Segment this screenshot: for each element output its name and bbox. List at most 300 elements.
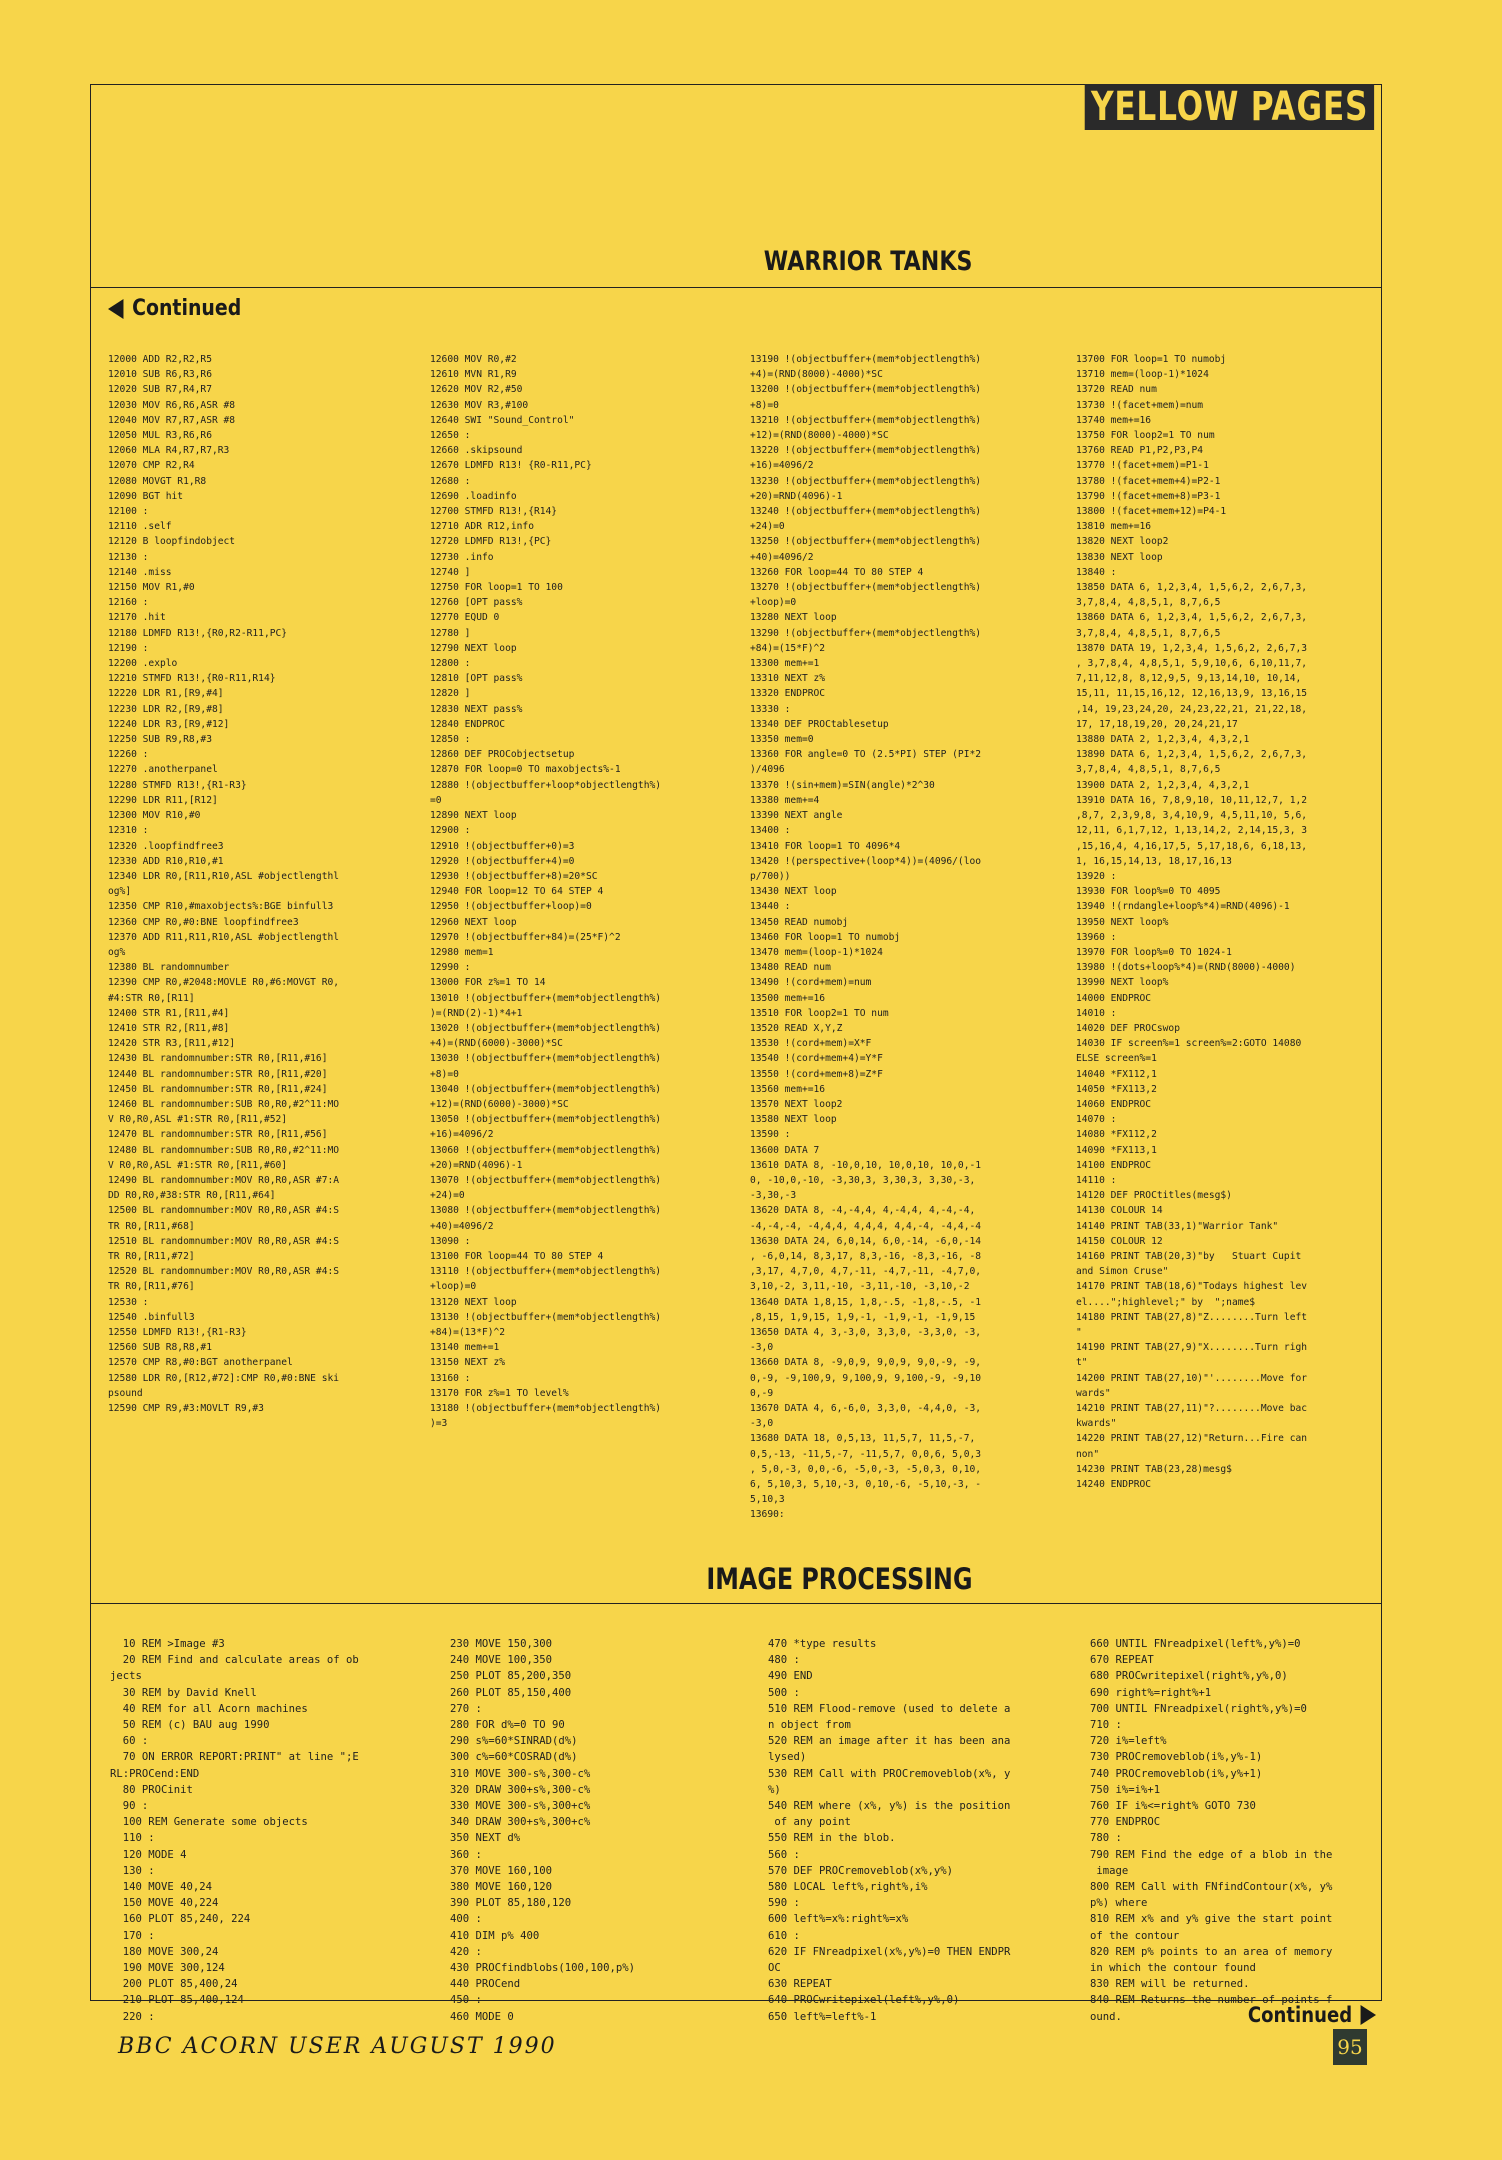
code-line: 490 END	[768, 1670, 813, 1683]
code-line: 13340 DEF PROCtablesetup	[750, 718, 889, 730]
code-line: 190 MOVE 300,124	[110, 1962, 225, 1975]
code-line: 13730 !(facet+mem)=num	[1076, 399, 1204, 411]
magazine-footer: BBC ACORN USER AUGUST 1990	[118, 2034, 557, 2059]
image-processing-title: IMAGE PROCESSING	[705, 1562, 972, 1596]
code-line: 13400 :	[750, 825, 791, 837]
code-line: 7,11,12,8, 8,12,9,5, 9,13,14,10, 10,14,	[1076, 673, 1302, 685]
code-line: 12360 CMP R0,#0:BNE loopfindfree3	[108, 916, 299, 928]
code-line: 520 REM an image after it has been ana	[768, 1735, 1011, 1748]
code-line: 13170 FOR z%=1 TO level%	[430, 1387, 569, 1399]
code-line: 310 MOVE 300-s%,300-c%	[450, 1767, 591, 1780]
code-line: 13430 NEXT loop	[750, 886, 837, 898]
code-line: 820 REM p% points to an area of memory	[1090, 1945, 1333, 1958]
code-line: 260 PLOT 85,150,400	[450, 1686, 572, 1699]
code-line: 13420 !(perspective+(loop*4))=(4096/(loo	[750, 855, 982, 867]
code-line: 650 left%=left%-1	[768, 2010, 877, 2023]
code-line: 320 DRAW 300+s%,300-c%	[450, 1783, 591, 1796]
code-line: 13720 READ num	[1076, 384, 1157, 396]
code-line: 12440 BL randomnumber:STR R0,[R11,#20]	[108, 1068, 328, 1080]
code-line: +16)=4096/2	[430, 1129, 494, 1141]
continued-top	[108, 296, 241, 321]
code-line: 3,7,8,4, 4,8,5,1, 8,7,6,5	[1076, 627, 1221, 639]
code-line: 12170 .hit	[108, 612, 166, 624]
code-line: 13910 DATA 16, 7,8,9,10, 10,11,12,7, 1,2	[1076, 794, 1308, 806]
code-line: 14180 PRINT TAB(27,8)"Z........Turn left	[1076, 1311, 1308, 1323]
code-line: 12790 NEXT loop	[430, 642, 517, 654]
code-line: 840 REM Returns the number of points f	[1090, 1994, 1333, 2007]
code-line: 15,11, 11,15,16,12, 12,16,13,9, 13,16,15	[1076, 688, 1308, 700]
code-line: 6, 5,10,3, 5,10,-3, 0,10,-6, -5,10,-3, -	[750, 1479, 982, 1491]
code-line: 160 PLOT 85,240, 224	[110, 1913, 251, 1926]
code-line: 12560 SUB R8,R8,#1	[108, 1342, 212, 1354]
warrior-tanks-code-col-3	[750, 352, 1080, 1523]
code-line: 12770 EQUD 0	[430, 612, 500, 624]
code-line: 13590 :	[750, 1129, 791, 1141]
code-line: 13270 !(objectbuffer+(mem*objectlength%)	[750, 582, 982, 594]
code-line: , 3,7,8,4, 4,8,5,1, 5,9,10,6, 6,10,11,7,	[1076, 658, 1308, 670]
code-line: 13160 :	[430, 1372, 471, 1384]
code-line: 12530 :	[108, 1296, 149, 1308]
code-line: 12410 STR R2,[R11,#8]	[108, 1022, 230, 1034]
code-line: 12270 .anotherpanel	[108, 764, 218, 776]
code-line: 470 *type results	[768, 1638, 877, 1650]
code-line: +24)=0	[430, 1190, 465, 1202]
code-line: 210 PLOT 85,400,124	[110, 1994, 244, 2007]
code-line: 750 i%=i%+1	[1090, 1783, 1161, 1796]
code-line: 12420 STR R3,[R11,#12]	[108, 1038, 236, 1050]
code-line: 14070 :	[1076, 1114, 1117, 1126]
code-line: 12330 ADD R10,R10,#1	[108, 855, 224, 867]
code-line: 14150 COLOUR 12	[1076, 1235, 1163, 1247]
code-line: 640 PROCwritepixel(left%,y%,0)	[768, 1994, 960, 2007]
code-line: 12580 LDR R0,[R12,#72]:CMP R0,#0:BNE ski	[108, 1372, 340, 1384]
code-line: 13240 !(objectbuffer+(mem*objectlength%)	[750, 506, 982, 518]
code-line: 12350 CMP R10,#maxobjects%:BGE binfull3	[108, 901, 334, 913]
code-line: 370 MOVE 160,100	[450, 1864, 553, 1877]
code-line: 13010 !(objectbuffer+(mem*objectlength%)	[430, 992, 662, 1004]
code-line: 300 c%=60*COSRAD(d%)	[450, 1751, 578, 1764]
code-line: 13980 !(dots+loop%*4)=(RND(8000)-4000)	[1076, 962, 1296, 974]
code-line: 12730 .info	[430, 551, 494, 563]
code-line: 12670 LDMFD R13! {R0-R11,PC}	[430, 460, 592, 472]
code-line: 14080 *FX112,2	[1076, 1129, 1157, 1141]
code-line: el....";highlevel;" by ";name$	[1076, 1296, 1256, 1308]
code-line: -3,30,-3	[750, 1190, 797, 1202]
code-line: 12620 MOV R2,#50	[430, 384, 523, 396]
code-line: 110 :	[110, 1832, 155, 1845]
code-line: 12230 LDR R2,[R9,#8]	[108, 703, 224, 715]
code-line: 510 REM Flood-remove (used to delete a	[768, 1702, 1011, 1715]
header-band	[90, 84, 1382, 288]
code-line: 12110 .self	[108, 521, 172, 533]
code-line: p/700))	[750, 870, 791, 882]
code-line: DD R0,R0,#38:STR R0,[R11,#64]	[108, 1190, 276, 1202]
code-line: 12120 B loopfindobject	[108, 536, 236, 548]
code-line: 690 right%=right%+1	[1090, 1686, 1212, 1699]
code-line: 12300 MOV R10,#0	[108, 810, 201, 822]
code-line: -3,0	[750, 1342, 774, 1354]
code-line: 14230 PRINT TAB(23,28)mesg$	[1076, 1463, 1232, 1475]
code-line: 380 MOVE 160,120	[450, 1881, 553, 1894]
code-line: 12760 [OPT pass%	[430, 597, 523, 609]
code-line: 13060 !(objectbuffer+(mem*objectlength%)	[430, 1144, 662, 1156]
code-line: 14160 PRINT TAB(20,3)"by Stuart Cupit	[1076, 1250, 1302, 1262]
code-line: 12900 :	[430, 825, 471, 837]
code-line: 12490 BL randomnumber:MOV R0,R0,ASR #7:A	[108, 1174, 340, 1186]
code-line: 400 :	[450, 1913, 482, 1926]
code-line: 12080 MOVGT R1,R8	[108, 475, 207, 487]
code-line: 550 REM in the blob.	[768, 1832, 896, 1845]
code-line: 13640 DATA 1,8,15, 1,8,-.5, -1,8,-.5, -1	[750, 1296, 982, 1308]
code-line: 13380 mem+=4	[750, 794, 820, 806]
code-line: 13230 !(objectbuffer+(mem*objectlength%)	[750, 475, 982, 487]
code-line: 12500 BL randomnumber:MOV R0,R0,ASR #4:S	[108, 1205, 340, 1217]
code-line: 12020 SUB R7,R4,R7	[108, 384, 212, 396]
code-line: 12460 BL randomnumber:SUB R0,R0,#2^11:MO	[108, 1098, 340, 1110]
code-line: 280 FOR d%=0 TO 90	[450, 1719, 565, 1732]
code-line: 630 REPEAT	[768, 1978, 832, 1991]
code-line: 12510 BL randomnumber:MOV R0,R0,ASR #4:S	[108, 1235, 340, 1247]
code-line: 12710 ADR R12,info	[430, 521, 534, 533]
code-line: 13070 !(objectbuffer+(mem*objectlength%)	[430, 1174, 662, 1186]
code-line: 12630 MOV R3,#100	[430, 399, 529, 411]
code-line: 13110 !(objectbuffer+(mem*objectlength%)	[430, 1266, 662, 1278]
code-line: 13580 NEXT loop	[750, 1114, 837, 1126]
code-line: 13030 !(objectbuffer+(mem*objectlength%)	[430, 1053, 662, 1065]
code-line: 13260 FOR loop=44 TO 80 STEP 4	[750, 566, 924, 578]
code-line: 660 UNTIL FNreadpixel(left%,y%)=0	[1090, 1638, 1301, 1650]
code-line: 13670 DATA 4, 6,-6,0, 3,3,0, -4,4,0, -3,	[750, 1403, 982, 1415]
code-line: n object from	[768, 1719, 851, 1732]
code-line: 13990 NEXT loop%	[1076, 977, 1169, 989]
code-line: 14060 ENDPROC	[1076, 1098, 1152, 1110]
code-line: TR R0,[R11,#68]	[108, 1220, 195, 1232]
code-line: +loop)=0	[430, 1281, 477, 1293]
section-divider	[90, 1603, 1382, 1604]
code-line: ELSE screen%=1	[1076, 1053, 1157, 1065]
code-line: 12970 !(objectbuffer+84)=(25*F)^2	[430, 931, 621, 943]
code-line: +8)=0	[750, 399, 779, 411]
warrior-tanks-code-col-4	[1076, 352, 1376, 1492]
code-line: +40)=4096/2	[430, 1220, 494, 1232]
code-line: +84)=(15*F)^2	[750, 642, 826, 654]
code-line: 13860 DATA 6, 1,2,3,4, 1,5,6,2, 2,6,7,3,	[1076, 612, 1308, 624]
code-line: 12660 .skipsound	[430, 445, 523, 457]
code-line: 12400 STR R1,[R11,#4]	[108, 1007, 230, 1019]
code-line: 13410 FOR loop=1 TO 4096*4	[750, 840, 901, 852]
code-line: 12380 BL randomnumber	[108, 962, 230, 974]
code-line: 13790 !(facet+mem+8)=P3-1	[1076, 490, 1221, 502]
code-line: 12750 FOR loop=1 TO 100	[430, 582, 563, 594]
code-line: of any point	[768, 1816, 851, 1829]
code-line: TR R0,[R11,#72]	[108, 1250, 195, 1262]
code-line: 14050 *FX113,2	[1076, 1083, 1157, 1095]
code-line: +4)=(RND(6000)-3000)*SC	[430, 1038, 563, 1050]
code-line: 3,7,8,4, 4,8,5,1, 8,7,6,5	[1076, 764, 1221, 776]
code-line: +16)=4096/2	[750, 460, 814, 472]
code-line: 13540 !(cord+mem+4)=Y*F	[750, 1053, 883, 1065]
code-line: image	[1090, 1864, 1129, 1877]
code-line: 13280 NEXT loop	[750, 612, 837, 624]
code-line: 270 :	[450, 1702, 482, 1715]
code-line: 13040 !(objectbuffer+(mem*objectlength%)	[430, 1083, 662, 1095]
code-line: +4)=(RND(8000)-4000)*SC	[750, 369, 883, 381]
code-line: V R0,R0,ASL #1:STR R0,[R11,#60]	[108, 1159, 288, 1171]
code-line: 13800 !(facet+mem+12)=P4-1	[1076, 506, 1227, 518]
code-line: 12820 ]	[430, 688, 471, 700]
code-line: 12610 MVN R1,R9	[430, 369, 517, 381]
code-line: +12)=(RND(6000)-3000)*SC	[430, 1098, 569, 1110]
code-line: 12990 :	[430, 962, 471, 974]
code-line: 20 REM Find and calculate areas of ob	[110, 1654, 359, 1667]
code-line: 290 s%=60*SINRAD(d%)	[450, 1735, 578, 1748]
code-line: 14010 :	[1076, 1007, 1117, 1019]
code-line: 13690:	[750, 1509, 785, 1521]
code-line: 12700 STMFD R13!,{R14}	[430, 506, 558, 518]
code-line: 12150 MOV R1,#0	[108, 582, 195, 594]
code-line: 13890 DATA 6, 1,2,3,4, 1,5,6,2, 2,6,7,3,	[1076, 749, 1308, 761]
code-line: 340 DRAW 300+s%,300+c%	[450, 1816, 591, 1829]
code-line: 360 :	[450, 1848, 482, 1861]
code-line: +loop)=0	[750, 597, 797, 609]
code-line: 12200 .explo	[108, 658, 178, 670]
code-line: ound.	[1090, 2010, 1122, 2023]
code-line: og%	[108, 946, 126, 958]
code-line: 13700 FOR loop=1 TO numobj	[1076, 354, 1227, 365]
code-line: 13370 !(sin+mem)=SIN(angle)*2^30	[750, 779, 935, 791]
code-line: 12220 LDR R1,[R9,#4]	[108, 688, 224, 700]
code-line: 12310 :	[108, 825, 149, 837]
code-line: 14130 COLOUR 14	[1076, 1205, 1163, 1217]
code-line: 120 MODE 4	[110, 1848, 187, 1861]
code-line: 30 REM by David Knell	[110, 1686, 257, 1699]
code-line: 13970 FOR loop%=0 TO 1024-1	[1076, 946, 1232, 958]
code-line: 760 IF i%<=right% GOTO 730	[1090, 1800, 1256, 1813]
code-line: 230 MOVE 150,300	[450, 1638, 553, 1650]
code-line: 14120 DEF PROCtitles(mesg$)	[1076, 1190, 1232, 1202]
code-line: 14220 PRINT TAB(27,12)"Return...Fire can	[1076, 1433, 1308, 1445]
code-line: , 5,0,-3, 0,0,-6, -5,0,-3, -5,0,3, 0,10,	[750, 1463, 982, 1475]
code-line: 12240 LDR R3,[R9,#12]	[108, 718, 230, 730]
code-line: 13620 DATA 8, -4,-4,4, 4,-4,4, 4,-4,-4,	[750, 1205, 976, 1217]
code-line: 700 UNTIL FNreadpixel(right%,y%)=0	[1090, 1702, 1307, 1715]
code-line: 12450 BL randomnumber:STR R0,[R11,#24]	[108, 1083, 328, 1095]
code-line: 13350 mem=0	[750, 734, 814, 746]
code-line: 40 REM for all Acorn machines	[110, 1702, 308, 1715]
code-line: 13680 DATA 18, 0,5,13, 11,5,7, 11,5,-7,	[750, 1433, 976, 1445]
code-line: ,3,17, 4,7,0, 4,7,-11, -4,7,-11, -4,7,0,	[750, 1266, 982, 1278]
code-line: jects	[110, 1670, 142, 1683]
code-line: 13510 FOR loop2=1 TO num	[750, 1007, 889, 1019]
code-line: 12680 :	[430, 475, 471, 487]
code-line: 770 ENDPROC	[1090, 1816, 1161, 1829]
code-line: 560 :	[768, 1848, 800, 1861]
code-line: 13130 !(objectbuffer+(mem*objectlength%)	[430, 1311, 662, 1323]
code-line: 13820 NEXT loop2	[1076, 536, 1169, 548]
arrow-left-icon	[108, 299, 123, 319]
continued-top-label: Continued	[132, 296, 242, 321]
code-line: 5,10,3	[750, 1494, 785, 1506]
code-line: 13200 !(objectbuffer+(mem*objectlength%)	[750, 384, 982, 396]
code-line: 12640 SWI "Sound_Control"	[430, 414, 575, 426]
code-line: 13440 :	[750, 901, 791, 913]
code-line: p%) where	[1090, 1897, 1148, 1910]
code-line: 410 DIM p% 400	[450, 1929, 540, 1942]
code-line: 710 :	[1090, 1719, 1122, 1732]
code-line: 12050 MUL R3,R6,R6	[108, 430, 212, 442]
code-line: 13930 FOR loop%=0 TO 4095	[1076, 886, 1221, 898]
code-line: ,15,16,4, 4,16,17,5, 5,17,18,6, 6,18,13,	[1076, 840, 1308, 852]
code-line: 14210 PRINT TAB(27,11)"?........Move bac	[1076, 1403, 1308, 1415]
code-line: %)	[768, 1783, 781, 1796]
code-line: 12180 LDMFD R13!,{R0,R2-R11,PC}	[108, 627, 288, 639]
code-line: 13530 !(cord+mem)=X*F	[750, 1038, 872, 1050]
code-line: 0,5,-13, -11,5,-7, -11,5,7, 0,0,6, 5,0,3	[750, 1448, 982, 1460]
code-line: 14030 IF screen%=1 screen%=2:GOTO 14080	[1076, 1038, 1302, 1050]
code-line: 170 :	[110, 1929, 155, 1942]
code-line: 12860 DEF PROCobjectsetup	[430, 749, 575, 761]
code-line: 13840 :	[1076, 566, 1117, 578]
code-line: 13570 NEXT loop2	[750, 1098, 843, 1110]
code-line: t"	[1076, 1357, 1088, 1369]
code-line: 790 REM Find the edge of a blob in the	[1090, 1848, 1333, 1861]
code-line: 12720 LDMFD R13!,{PC}	[430, 536, 552, 548]
code-line: 13650 DATA 4, 3,-3,0, 3,3,0, -3,3,0, -3,	[750, 1327, 982, 1338]
code-line: 1, 16,15,14,13, 18,17,16,13	[1076, 855, 1232, 867]
code-line: 12570 CMP R8,#0:BGT anotherpanel	[108, 1357, 293, 1369]
code-line: 3,10,-2, 3,11,-10, -3,11,-10, -3,10,-2	[750, 1281, 970, 1293]
code-line: 720 i%=left%	[1090, 1735, 1167, 1748]
code-line: 12920 !(objectbuffer+4)=0	[430, 855, 575, 867]
code-line: 13480 READ num	[750, 962, 831, 974]
code-line: 12260 :	[108, 749, 149, 761]
code-line: 13780 !(facet+mem+4)=P2-1	[1076, 475, 1221, 487]
code-line: 13220 !(objectbuffer+(mem*objectlength%)	[750, 445, 982, 457]
code-line: ,8,7, 2,3,9,8, 3,4,10,9, 4,5,11,10, 5,6,	[1076, 810, 1308, 822]
code-line: 12480 BL randomnumber:SUB R0,R0,#2^11:MO	[108, 1144, 340, 1156]
code-line: 12160 :	[108, 597, 149, 609]
code-line: 14190 PRINT TAB(27,9)"X........Turn righ	[1076, 1342, 1308, 1354]
code-line: +8)=0	[430, 1068, 459, 1080]
code-line: 13290 !(objectbuffer+(mem*objectlength%)	[750, 627, 982, 639]
code-line: 13180 !(objectbuffer+(mem*objectlength%)	[430, 1403, 662, 1415]
code-line: 540 REM where (x%, y%) is the position	[768, 1800, 1011, 1813]
code-line: V R0,R0,ASL #1:STR R0,[R11,#52]	[108, 1114, 288, 1126]
code-line: 12470 BL randomnumber:STR R0,[R11,#56]	[108, 1129, 328, 1141]
code-line: 12290 LDR R11,[R12]	[108, 794, 218, 806]
code-line: 12740 ]	[430, 566, 471, 578]
code-line: 460 MODE 0	[450, 2010, 514, 2023]
code-line: 14020 DEF PROCswop	[1076, 1022, 1180, 1034]
code-line: 12980 mem=1	[430, 946, 494, 958]
warrior-tanks-code-col-1	[108, 352, 408, 1416]
code-line: 610 :	[768, 1929, 800, 1942]
code-line: 13210 !(objectbuffer+(mem*objectlength%)	[750, 414, 982, 426]
code-line: 13850 DATA 6, 1,2,3,4, 1,5,6,2, 2,6,7,3,	[1076, 582, 1308, 594]
code-line: 13500 mem+=16	[750, 992, 826, 1004]
code-line: 12000 ADD R2,R2,R5	[108, 354, 212, 365]
code-line: 13020 !(objectbuffer+(mem*objectlength%)	[430, 1022, 662, 1034]
code-line: psound	[108, 1387, 143, 1399]
code-line: 220 :	[110, 2010, 155, 2023]
code-line: 13390 NEXT angle	[750, 810, 843, 822]
code-line: 12130 :	[108, 551, 149, 563]
code-line: 12210 STMFD R13!,{R0-R11,R14}	[108, 673, 276, 685]
code-line: 14200 PRINT TAB(27,10)"'........Move for	[1076, 1372, 1308, 1384]
code-line: 13830 NEXT loop	[1076, 551, 1163, 563]
code-line: 200 PLOT 85,400,24	[110, 1978, 238, 1991]
image-processing-code-col-2	[450, 1636, 740, 2025]
code-line: 250 PLOT 85,200,350	[450, 1670, 572, 1683]
code-line: 12850 :	[430, 734, 471, 746]
code-line: 14100 ENDPROC	[1076, 1159, 1152, 1171]
code-line: -3,0	[750, 1418, 774, 1430]
code-line: 13490 !(cord+mem)=num	[750, 977, 872, 989]
code-line: )/4096	[750, 764, 785, 776]
code-line: TR R0,[R11,#76]	[108, 1281, 195, 1293]
code-line: =0	[430, 794, 442, 806]
code-line: +84)=(13*F)^2	[430, 1327, 506, 1338]
code-line: +20)=RND(4096)-1	[430, 1159, 523, 1171]
code-line: 420 :	[450, 1945, 482, 1958]
code-line: RL:PROCend:END	[110, 1767, 200, 1780]
code-line: 14040 *FX112,1	[1076, 1068, 1157, 1080]
code-line: 13460 FOR loop=1 TO numobj	[750, 931, 901, 943]
code-line: 13120 NEXT loop	[430, 1296, 517, 1308]
code-line: 13940 !(rndangle+loop%*4)=RND(4096)-1	[1076, 901, 1290, 913]
code-line: 13520 READ X,Y,Z	[750, 1022, 843, 1034]
code-line: "	[1076, 1327, 1082, 1338]
code-line: 0,-9, -9,100,9, 9,100,9, 9,100,-9, -9,10	[750, 1372, 982, 1384]
code-line: 13000 FOR z%=1 TO 14	[430, 977, 546, 989]
code-line: 12650 :	[430, 430, 471, 442]
code-line: 13330 :	[750, 703, 791, 715]
code-line: 12960 NEXT loop	[430, 916, 517, 928]
code-line: 12,11, 6,1,7,12, 1,13,14,2, 2,14,15,3, 3	[1076, 825, 1308, 837]
code-line: 590 :	[768, 1897, 800, 1910]
code-line: 13050 !(objectbuffer+(mem*objectlength%)	[430, 1114, 662, 1126]
code-line: in which the contour found	[1090, 1962, 1256, 1975]
code-line: og%]	[108, 886, 132, 898]
code-line: 14240 ENDPROC	[1076, 1479, 1152, 1491]
code-line: 13150 NEXT z%	[430, 1357, 506, 1369]
code-line: 90 :	[110, 1800, 149, 1813]
yellow-pages-badge: YELLOW PAGES	[1084, 84, 1374, 130]
code-line: 12140 .miss	[108, 566, 172, 578]
code-line: 12910 !(objectbuffer+0)=3	[430, 840, 575, 852]
code-line: 14000 ENDPROC	[1076, 992, 1152, 1004]
code-line: 13360 FOR angle=0 TO (2.5*PI) STEP (PI*2	[750, 749, 982, 761]
code-line: 800 REM Call with FNfindContour(x%, y%	[1090, 1881, 1333, 1894]
code-line: 810 REM x% and y% give the start point	[1090, 1913, 1333, 1926]
code-line: 12370 ADD R11,R11,R10,ASL #objectlengthl	[108, 931, 340, 943]
code-line: non"	[1076, 1448, 1100, 1460]
code-line: 580 LOCAL left%,right%,i%	[768, 1881, 928, 1894]
code-line: 12190 :	[108, 642, 149, 654]
code-line: 620 IF FNreadpixel(x%,y%)=0 THEN ENDPR	[768, 1945, 1011, 1958]
code-line: 12090 BGT hit	[108, 490, 184, 502]
code-line: )=(RND(2)-1)*4+1	[430, 1007, 523, 1019]
code-line: 13600 DATA 7	[750, 1144, 820, 1156]
code-line: 13760 READ P1,P2,P3,P4	[1076, 445, 1204, 457]
code-line: 12810 [OPT pass%	[430, 673, 523, 685]
code-line: 13560 mem+=16	[750, 1083, 826, 1095]
code-line: 12690 .loadinfo	[430, 490, 517, 502]
code-line: 14170 PRINT TAB(18,6)"Todays highest lev	[1076, 1281, 1308, 1293]
code-line: 13550 !(cord+mem+8)=Z*F	[750, 1068, 883, 1080]
code-line: , -6,0,14, 8,3,17, 8,3,-16, -8,3,-16, -8	[750, 1250, 982, 1262]
code-line: 50 REM (c) BAU aug 1990	[110, 1719, 270, 1732]
